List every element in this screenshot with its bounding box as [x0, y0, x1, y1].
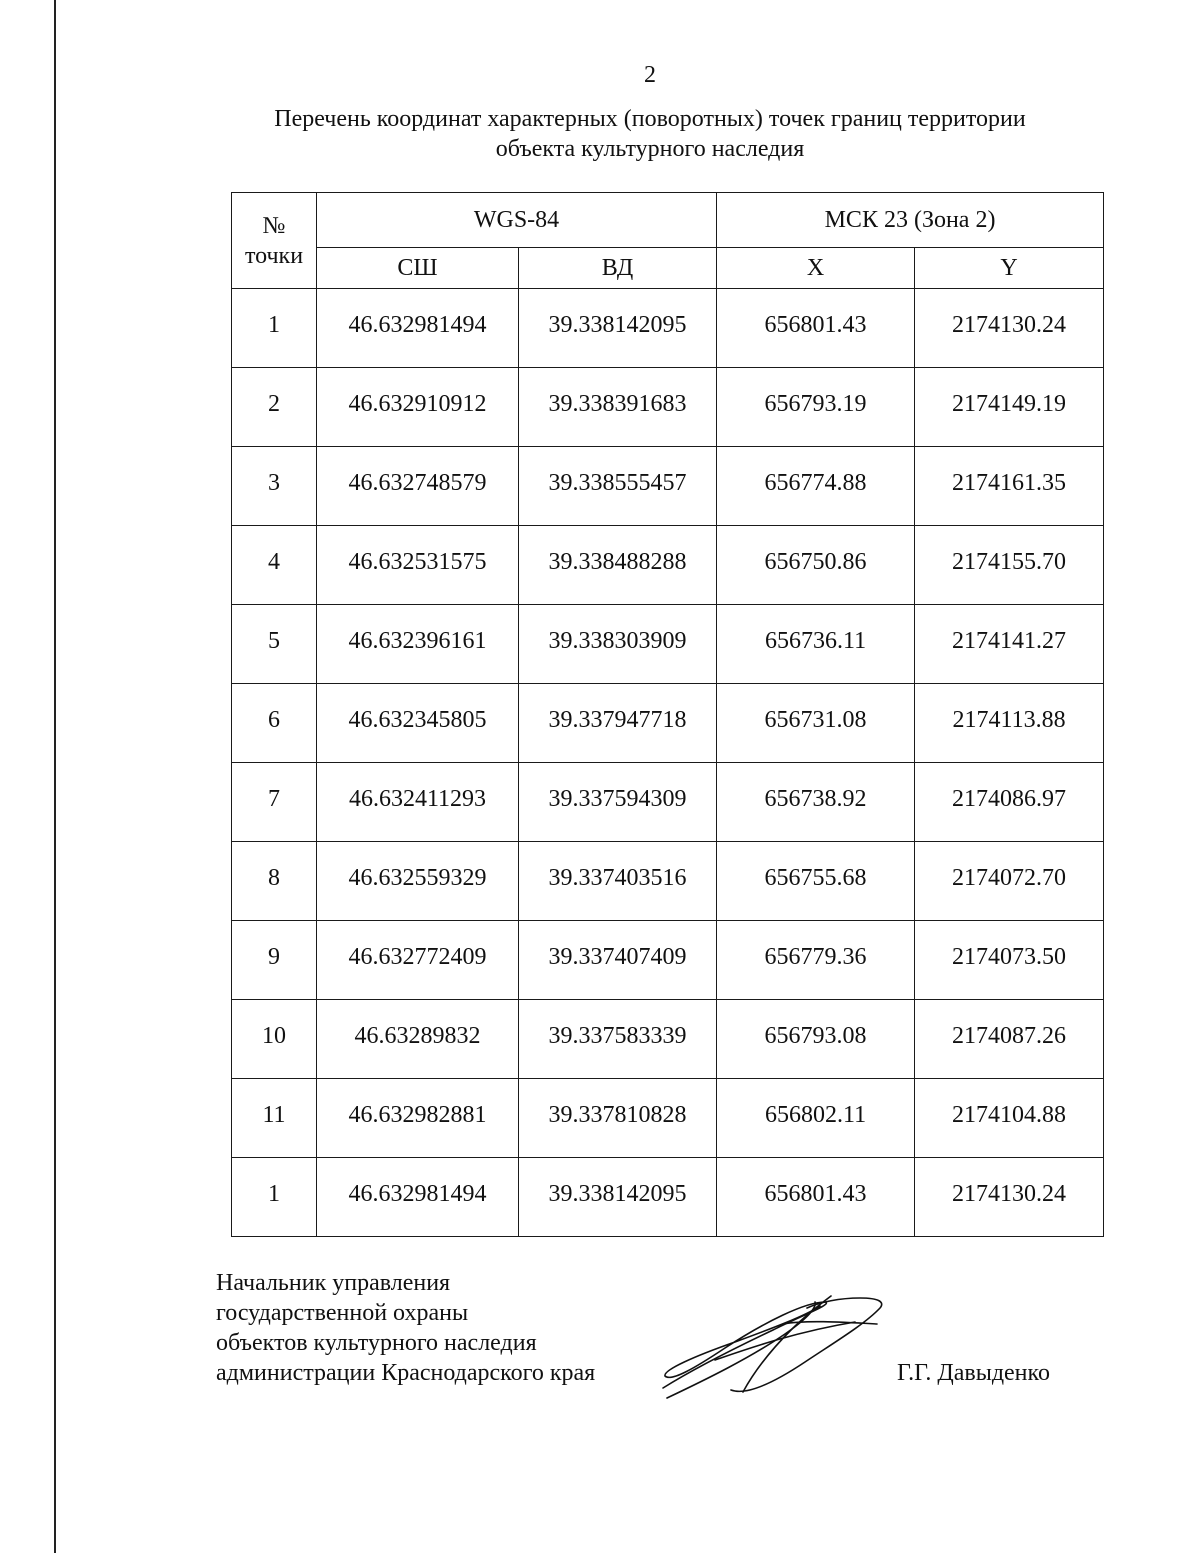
y-cell: 2174149.19 [915, 368, 1104, 447]
x-cell: 656793.08 [717, 1000, 915, 1079]
position-line-2: государственной охраны [216, 1300, 469, 1326]
point-number-cell: 1 [232, 289, 317, 368]
longitude-cell: 39.338142095 [519, 289, 717, 368]
y-cell: 2174104.88 [915, 1079, 1104, 1158]
coordinates-table [231, 192, 1104, 1237]
y-header: Y [915, 248, 1104, 289]
signatory-name: Г.Г. Давыденко [897, 1360, 1050, 1386]
table-row [232, 447, 1104, 526]
wgs84-header: WGS-84 [317, 193, 717, 248]
table-header-row [232, 193, 1104, 248]
longitude-cell: 39.337583339 [519, 1000, 717, 1079]
position-line-4: администрации Краснодарского края [216, 1360, 596, 1386]
longitude-cell: 39.337947718 [519, 684, 717, 763]
latitude-cell: 46.632531575 [317, 526, 519, 605]
position-line-1: Начальник управления [216, 1270, 451, 1296]
y-cell: 2174141.27 [915, 605, 1104, 684]
number-sign: № [262, 213, 286, 239]
point-number-cell: 10 [232, 1000, 317, 1079]
x-cell: 656801.43 [717, 289, 915, 368]
x-cell: 656731.08 [717, 684, 915, 763]
title-line-2: объекта культурного наследия [495, 136, 805, 162]
point-number-cell: 5 [232, 605, 317, 684]
table-row [232, 1079, 1104, 1158]
y-cell: 2174155.70 [915, 526, 1104, 605]
point-label: точки [244, 243, 304, 269]
point-number-cell: 1 [232, 1158, 317, 1237]
point-number-cell: 7 [232, 763, 317, 842]
longitude-cell: 39.337594309 [519, 763, 717, 842]
latitude-cell: 46.63289832 [317, 1000, 519, 1079]
latitude-cell: 46.632396161 [317, 605, 519, 684]
msk23-header: МСК 23 (Зона 2) [717, 193, 1104, 248]
table-row [232, 368, 1104, 447]
handwritten-signature [655, 1290, 890, 1405]
point-number-cell: 3 [232, 447, 317, 526]
table-body [232, 289, 1104, 1237]
point-number-cell: 6 [232, 684, 317, 763]
point-number-cell: 4 [232, 526, 317, 605]
latitude-cell: 46.632982881 [317, 1079, 519, 1158]
latitude-cell: 46.632345805 [317, 684, 519, 763]
table-row [232, 1000, 1104, 1079]
table-row [232, 842, 1104, 921]
longitude-cell: 39.337407409 [519, 921, 717, 1000]
longitude-cell: 39.338488288 [519, 526, 717, 605]
y-cell: 2174087.26 [915, 1000, 1104, 1079]
point-number-cell: 9 [232, 921, 317, 1000]
table-subheader-row [232, 248, 1104, 289]
x-cell: 656750.86 [717, 526, 915, 605]
point-number-cell: 8 [232, 842, 317, 921]
point-number-header [232, 193, 317, 289]
x-cell: 656736.11 [717, 605, 915, 684]
latitude-cell: 46.632559329 [317, 842, 519, 921]
document-title [0, 104, 1200, 164]
y-cell: 2174073.50 [915, 921, 1104, 1000]
x-cell: 656738.92 [717, 763, 915, 842]
y-cell: 2174161.35 [915, 447, 1104, 526]
page-number: 2 [644, 62, 656, 88]
position-line-3: объектов культурного наследия [216, 1330, 537, 1356]
x-cell: 656755.68 [717, 842, 915, 921]
y-cell: 2174130.24 [915, 289, 1104, 368]
longitude-cell: 39.338303909 [519, 605, 717, 684]
table-row [232, 289, 1104, 368]
signatory-position [216, 1268, 595, 1388]
x-cell: 656801.43 [717, 1158, 915, 1237]
point-number-cell: 11 [232, 1079, 317, 1158]
table-row [232, 684, 1104, 763]
scan-edge-line [54, 0, 56, 1553]
table-row [232, 605, 1104, 684]
x-header: X [717, 248, 915, 289]
longitude-cell: 39.337810828 [519, 1079, 717, 1158]
x-cell: 656779.36 [717, 921, 915, 1000]
title-line-1: Перечень координат характерных (поворотных) точек границ территории [274, 106, 1026, 132]
table-row [232, 526, 1104, 605]
latitude-cell: 46.632910912 [317, 368, 519, 447]
latitude-cell: 46.632981494 [317, 1158, 519, 1237]
y-cell: 2174113.88 [915, 684, 1104, 763]
y-cell: 2174130.24 [915, 1158, 1104, 1237]
latitude-cell: 46.632772409 [317, 921, 519, 1000]
longitude-cell: 39.338391683 [519, 368, 717, 447]
y-cell: 2174086.97 [915, 763, 1104, 842]
longitude-cell: 39.338142095 [519, 1158, 717, 1237]
table-row [232, 1158, 1104, 1237]
table-row [232, 763, 1104, 842]
latitude-header: СШ [317, 248, 519, 289]
y-cell: 2174072.70 [915, 842, 1104, 921]
latitude-cell: 46.632748579 [317, 447, 519, 526]
table-row [232, 921, 1104, 1000]
x-cell: 656802.11 [717, 1079, 915, 1158]
point-number-cell: 2 [232, 368, 317, 447]
latitude-cell: 46.632411293 [317, 763, 519, 842]
x-cell: 656774.88 [717, 447, 915, 526]
longitude-cell: 39.337403516 [519, 842, 717, 921]
latitude-cell: 46.632981494 [317, 289, 519, 368]
longitude-header: ВД [519, 248, 717, 289]
longitude-cell: 39.338555457 [519, 447, 717, 526]
x-cell: 656793.19 [717, 368, 915, 447]
